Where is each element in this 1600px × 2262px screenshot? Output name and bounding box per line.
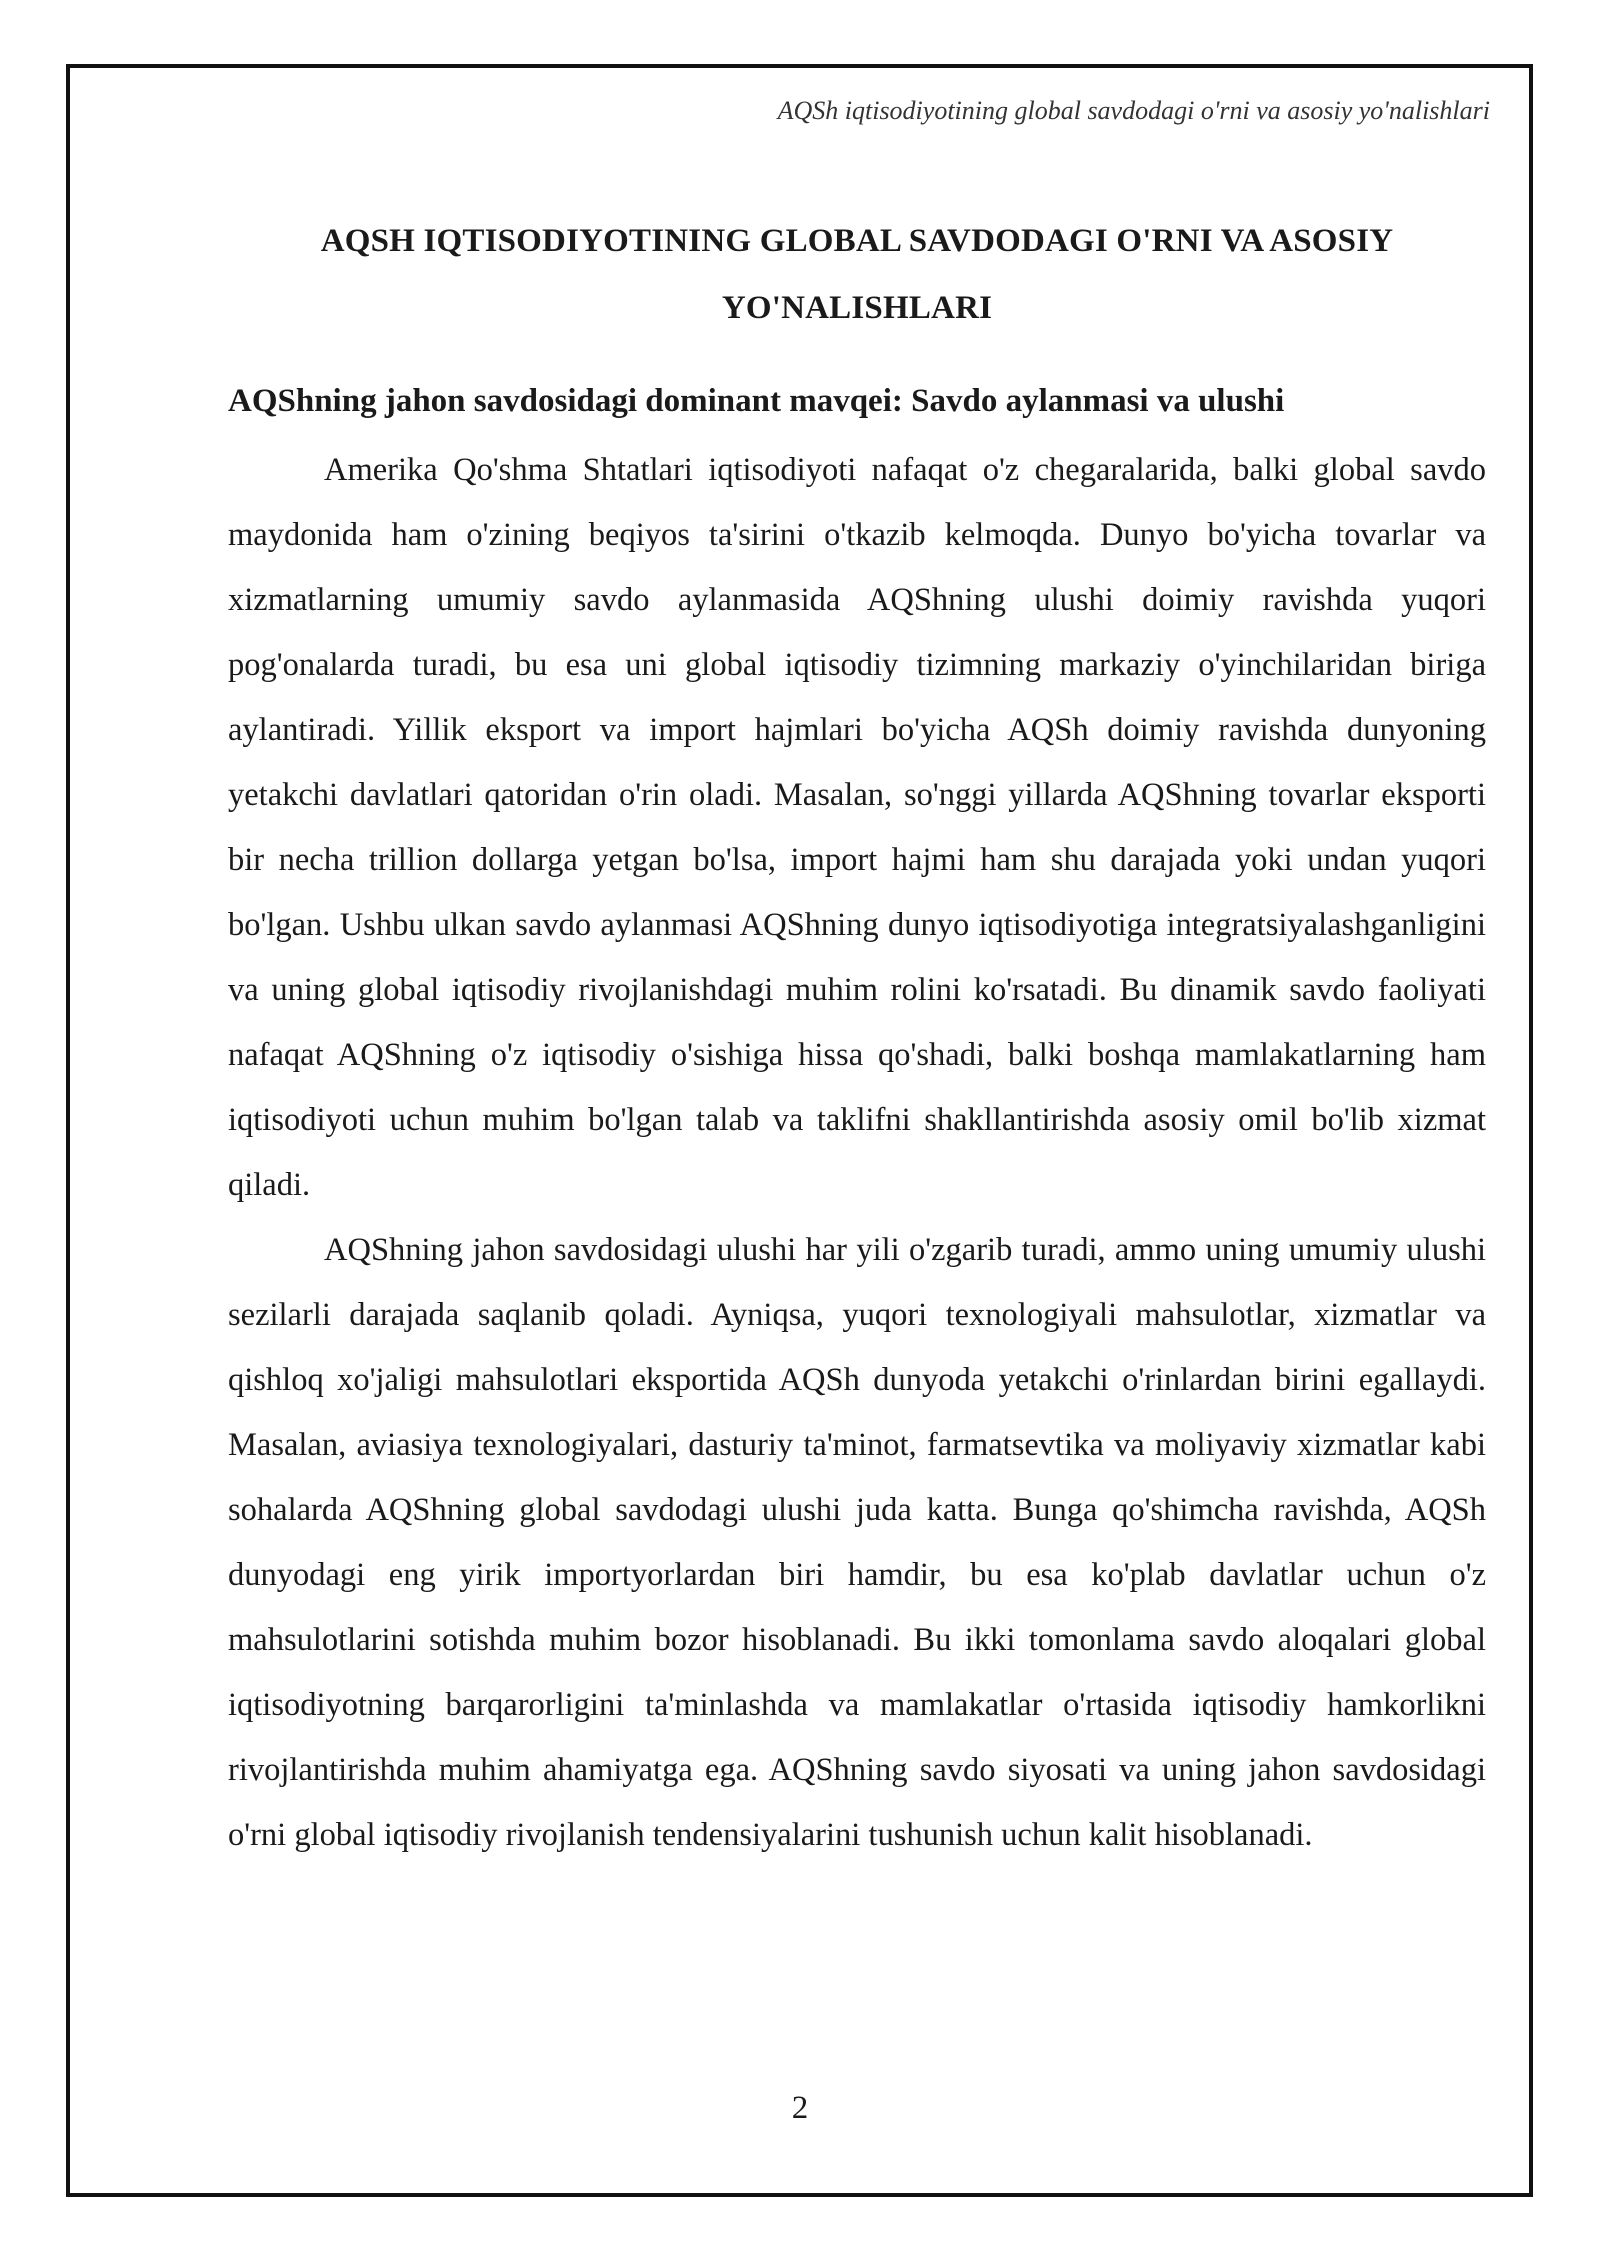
body-paragraph-2: AQShning jahon savdosidagi ulushi har yili o'zgarib turadi, ammo uning umumiy ulushi sezilarli darajada saqlanib qoladi. Ayniqsa, yuqori texnologiyali mahsulotlar, xizmatlar va qishloq xo'jaligi mahsulotlari eksportida AQSh dunyoda yetakchi o'rinlardan birini egallaydi. Masalan, aviasiya texnologiyalari, dasturiy ta'minot, farmatsevtika va moliyaviy xizmatlar kabi sohalarda AQShning global savdodagi ulushi juda katta. Bunga qo'shimcha ravishda, AQSh dunyodagi eng yirik importyorlardan biri hamdir, bu esa ko'plab davlatlar uchun o'z mahsulotlarini sotishda muhim bozor hisoblanadi. Bu ikki tomonlama savdo aloqalari global iqtisodiyotning barqarorligini ta'minlashda va mamlakatlar o'rtasida iqtisodiy hamkorlikni rivojlantirishda muhim ahamiyatga ega. AQShning savdo siyosati va uning jahon savdosidagi o'rni global iqtisodiy rivojlanish tendensiyalarini tushunish uchun kalit hisoblanadi. <box>228 1232 1486 1853</box>
document-body <box>228 208 1486 1868</box>
document-title-line-1: AQSH IQTISODIYOTINING GLOBAL SAVDODAGI O'RNI VA ASOSIY <box>320 223 1394 259</box>
body-paragraph-1: Amerika Qo'shma Shtatlari iqtisodiyoti nafaqat o'z chegaralarida, balki global savdo maydonida ham o'zining beqiyos ta'sirini o'tkazib kelmoqda. Dunyo bo'yicha tovarlar va xizmatlarning umumiy savdo aylanmasida AQShning ulushi doimiy ravishda yuqori pog'onalarda turadi, bu esa uni global iqtisodiy tizimning markaziy o'yinchilaridan biriga aylantiradi. Yillik eksport va import hajmlari bo'yicha AQSh doimiy ravishda dunyoning yetakchi davlatlari qatoridan o'rin oladi. Masalan, so'nggi yillarda AQShning tovarlar eksporti bir necha trillion dollarga yetgan bo'lsa, import hajmi ham shu darajada yoki undan yuqori bo'lgan. Ushbu ulkan savdo aylanmasi AQShning dunyo iqtisodiyotiga integratsiyalashganligini va uning global iqtisodiy rivojlanishdagi muhim rolini ko'rsatadi. Bu dinamik savdo faoliyati nafaqat AQShning o'z iqtisodiy o'sishiga hissa qo'shadi, balki boshqa mamlakatlarning ham iqtisodiyoti uchun muhim bo'lgan talab va taklifni shakllantirishda asosiy omil bo'lib xizmat qiladi. <box>228 452 1486 1203</box>
section-heading: AQShning jahon savdosidagi dominant mavqei: Savdo aylanmasi va ulushi <box>228 383 1285 419</box>
running-header: AQSh iqtisodiyotining global savdodagi o'rni va asosiy yo'nalishlari <box>777 96 1490 125</box>
document-title-line-2: YO'NALISHLARI <box>721 290 993 326</box>
page-number: 2 <box>791 2090 809 2126</box>
document-title <box>228 208 1486 342</box>
